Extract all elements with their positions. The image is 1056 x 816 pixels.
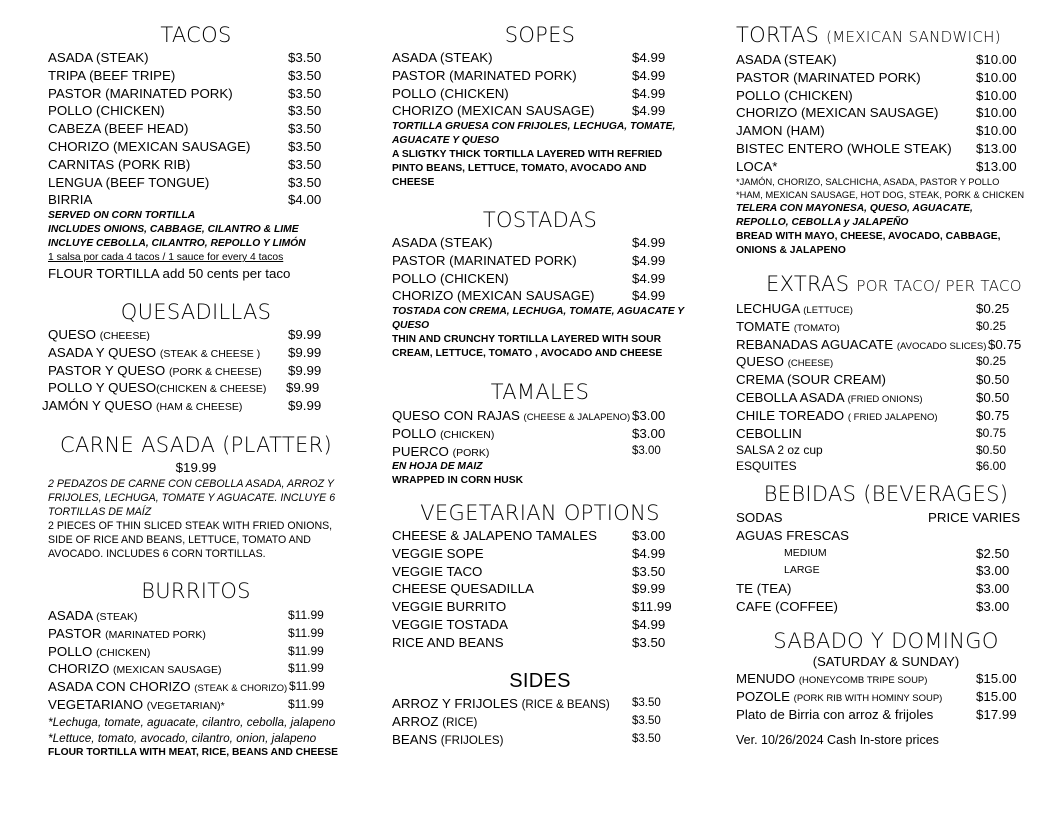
menu-item: ESQUITES $6.00 [736,459,1007,474]
sides-list [392,695,688,748]
menu-item: PASTOR Y QUESO (PORK & CHEESE) $9.99 [48,362,322,378]
version-note: Ver. 10/26/2024 Cash In-store prices [736,733,939,748]
vegetarian-section [392,500,688,652]
sides-section [392,668,688,748]
menu-item: ASADA CON CHORIZO (STEAK & CHORIZO) $11.99 [48,679,325,695]
menu-item: ARROZ (RICE) $3.50 [392,713,661,729]
salsa-note: 1 salsa por cada 4 tacos / 1 sauce for every 4 tacos [48,252,284,264]
menu-item: CHILE TOREADO ( FRIED JALAPENO) $0.75 [736,407,1010,423]
menu-item: PUERCO (PORK) $3.00 [392,443,661,459]
tostadas-desc-en: THIN AND CRUNCHY TORTILLA LAYERED WITH SOUR CREAM, LETTUCE, TOMATO , AVOCADO AND CHEESE [392,334,663,360]
burritos-section [48,578,344,760]
tacos-list [48,49,344,209]
loca-desc-es: *JAMÓN, CHORIZO, SALCHICHA, ASADA, PASTOR Y POLLO [736,176,1000,187]
tostadas-desc-es: TOSTADA CON CREMA, LECHUGA, TOMATE, AGUACATE Y QUESO [392,306,684,332]
menu-item: AGUAS FRESCAS [736,527,850,543]
burrito-veg-note-es: *Lechuga, tomate, aguacate, cilantro, cebolla, jalapeno [48,714,336,729]
menu-item: LECHUGA (LETTUCE) $0.25 [736,301,1010,316]
tostadas-list [392,234,688,305]
bebidas-section [736,481,1036,616]
burrito-veg-note-en: *Lettuce, tomato, avocado, cilantro, onion, jalapeno [48,730,317,745]
menu-item: PASTOR (MARINATED PORK) $4.99 [392,67,666,83]
menu-item: BISTEC ENTERO (WHOLE STEAK) $13.00 [736,140,1017,156]
menu-item: ASADA (STEAK) $4.99 [392,50,666,65]
menu-item: Plato de Birria con arroz & frijoles $17.99 [736,706,1017,722]
menu-item: PASTOR (MARINATED PORK) $4.99 [392,252,666,268]
menu-item: MENUDO (HONEYCOMB TRIPE SOUP) $15.00 [736,671,1017,686]
tacos-title: TACOS [160,23,232,47]
extras-section [736,271,1036,474]
menu-item: ASADA Y QUESO (STEAK & CHEESE ) $9.99 [48,344,322,360]
menu-item: POLLO (CHICKEN) $3.00 [392,425,666,441]
sopes-list [392,49,688,120]
menu-item: CHORIZO (MEXICAN SAUSAGE) $4.99 [392,288,666,304]
sides-title: SIDES [509,670,571,692]
menu-item: POLLO (CHICKEN) $4.99 [392,85,666,101]
menu-item: PASTOR (MARINATED PORK) $3.50 [48,85,322,101]
menu-item: CHORIZO (MEXICAN SAUSAGE) $10.00 [736,105,1017,121]
menu-item: POLLO Y QUESO(CHICKEN & CHEESE) $9.99 [48,380,320,396]
burrito-desc: FLOUR TORTILLA WITH MEAT, RICE, BEANS AND CHEESE [48,746,339,758]
quesadillas-section [42,299,344,415]
tortas-section [736,22,1036,258]
menu-item: RICE AND BEANS $3.50 [392,634,666,650]
menu-item: CHORIZO (MEXICAN SAUSAGE) $11.99 [48,661,324,677]
menu-item: CHORIZO (MEXICAN SAUSAGE) $3.50 [48,138,322,154]
menu-item: SALSA 2 oz cup $0.50 [736,443,1007,458]
carne-asada-price: $19.99 [175,460,217,475]
menu-item: PASTOR (MARINATED PORK) $11.99 [48,625,324,641]
weekend-section [736,628,1036,750]
menu-item: TRIPA (BEEF TRIPE) $3.50 [48,67,322,83]
menu-item: ARROZ Y FRIJOLES (RICE & BEANS) $3.50 [392,696,661,711]
flour-tortilla-note: FLOUR TORTILLA add 50 cents per taco [48,266,291,282]
menu-item: VEGGIE TOSTADA $4.99 [392,616,666,632]
menu-item: CREMA (SOUR CREAM) $0.50 [736,372,1010,388]
menu-item: BIRRIA $4.00 [48,192,322,208]
sopes-title: SOPES [504,23,576,47]
sopes-desc-es: TORTILLA GRUESA CON FRIJOLES, LECHUGA, TOMATE, AGUACATE Y QUESO [392,121,676,147]
menu-item: REBANADAS AGUACATE (AVOCADO SLICES) $0.75 [736,336,1022,352]
menu-item: CAFE (COFFEE) $3.00 [736,598,1010,614]
vegetarian-title: VEGETARIAN OPTIONS [420,501,660,525]
menu-item: ASADA (STEAK) $10.00 [736,52,1017,67]
tortas-desc-en: BREAD WITH MAYO, CHEESE, AVOCADO, CABBAGE, ONIONS & JALAPENO [736,230,1001,256]
quesadillas-list [42,326,344,415]
weekend-title: SABADO Y DOMINGO [773,629,999,653]
menu-item: LOCA* $13.00 [736,158,1017,174]
menu-item: POLLO (CHICKEN) $4.99 [392,270,666,286]
tacos-note: INCLUYE CEBOLLA, CILANTRO, REPOLLO Y LIMÓN [48,238,306,250]
quesadillas-title: QUESADILLAS [120,300,272,324]
tacos-section [48,22,344,283]
menu-item: TOMATE (TOMATO) $0.25 [736,318,1007,334]
menu-item: VEGGIE TACO $3.50 [392,563,666,579]
menu-item: POLLO (CHICKEN) $11.99 [48,643,324,659]
menu-item: JAMON (HAM) $10.00 [736,123,1017,139]
menu-item: VEGETARIANO (VEGETARIAN)* $11.99 [48,696,324,712]
tostadas-title: TOSTADAS [482,208,598,232]
extras-title: EXTRAS POR TACO/ PER TACO [766,272,1022,296]
menu-item: CEBOLLA ASADA (FRIED ONIONS) $0.50 [736,389,1010,405]
tostadas-section [392,207,688,361]
menu-item: CABEZA (BEEF HEAD) $3.50 [48,121,322,137]
loca-desc-en: *HAM, MEXICAN SAUSAGE, HOT DOG, STEAK, PORK & CHICKEN [736,189,1025,200]
tamales-list [392,407,688,460]
menu-item: QUESO CON RAJAS (CHEESE & JALAPENO) $3.00 [392,408,666,423]
menu-item: CARNITAS (PORK RIB) $3.50 [48,156,322,172]
menu-item: VEGGIE BURRITO $11.99 [392,599,672,615]
bebidas-list [736,509,1036,616]
tamales-title: TAMALES [490,380,590,404]
menu-item: POZOLE (PORK RIB WITH HOMINY SOUP) $15.00 [736,688,1017,704]
menu-item: CEBOLLIN $0.75 [736,425,1007,441]
menu-item: LENGUA (BEEF TONGUE) $3.50 [48,174,322,190]
menu-item: QUESO (CHEESE) $9.99 [48,327,322,342]
tacos-note: SERVED ON CORN TORTILLA [48,210,196,222]
carne-asada-title: CARNE ASADA (PLATTER) [60,433,332,457]
menu-item: PASTOR (MARINATED PORK) $10.00 [736,69,1017,85]
menu-item: TE (TEA) $3.00 [736,581,1010,597]
menu-item: POLLO (CHICKEN) $3.50 [48,103,322,119]
tamales-section [392,379,688,488]
menu-item: LARGE $3.00 [784,563,1010,579]
menu-item: ASADA (STEAK) $4.99 [392,235,666,250]
burritos-title: BURRITOS [141,579,251,603]
menu-item: BEANS (FRIJOLES) $3.50 [392,731,661,747]
menu-item: ASADA (STEAK) $11.99 [48,608,324,623]
bebidas-title: BEBIDAS (BEVERAGES) [763,482,1009,506]
tamales-desc-en: WRAPPED IN CORN HUSK [392,475,524,487]
tortas-list [736,51,1036,176]
carne-asada-desc-es: 2 PEDAZOS DE CARNE CON CEBOLLA ASADA, ARROZ Y FRIJOLES, LECHUGA, TOMATE Y AGUACATE. INCLUYE 6 TORTILLAS DE MAÍZ [48,477,336,518]
menu-item: CHEESE & JALAPENO TAMALES $3.00 [392,528,666,543]
extras-list [736,300,1036,474]
menu-item: JAMÓN Y QUESO (HAM & CHEESE) $9.99 [42,398,322,414]
burritos-list [48,607,344,714]
weekend-subtitle: (SATURDAY & SUNDAY) [812,654,960,669]
menu-item: VEGGIE SOPE $4.99 [392,545,666,561]
weekend-list [736,670,1036,723]
carne-asada-section [48,432,344,561]
sopes-desc-en: A SLIGTKY THICK TORTILLA LAYERED WITH REFRIED PINTO BEANS, LETTUCE, TOMATO, AVOCADO AND CHEESE [392,149,663,189]
menu-item: POLLO (CHICKEN) $10.00 [736,87,1017,103]
menu-item: MEDIUM $2.50 [784,545,1010,561]
vegetarian-list [392,527,688,652]
carne-asada-desc-en: 2 PIECES OF THIN SLICED STEAK WITH FRIED ONIONS, SIDE OF RICE AND BEANS, LETTUCE, TOMATO AND AVOCADO. INCLUDES 6 CORN TORTILLAS. [48,519,333,560]
sopes-section [392,22,688,190]
menu-item: QUESO (CHEESE) $0.25 [736,354,1007,370]
tacos-note: INCLUDES ONIONS, CABBAGE, CILANTRO & LIME [48,224,299,236]
menu-item: CHORIZO (MEXICAN SAUSAGE) $4.99 [392,103,666,119]
tortas-desc-es: TELERA CON MAYONESA, QUESO, AGUACATE, REPOLLO, CEBOLLA y JALAPEÑO [736,202,973,228]
menu-item: CHEESE QUESADILLA $9.99 [392,581,666,597]
menu-item: SODAS PRICE VARIES [736,510,1021,525]
menu-item: ASADA (STEAK) $3.50 [48,50,322,65]
tortas-title: TORTAS (MEXICAN SANDWICH) [736,23,1001,47]
tamales-desc-es: EN HOJA DE MAIZ [392,461,483,473]
